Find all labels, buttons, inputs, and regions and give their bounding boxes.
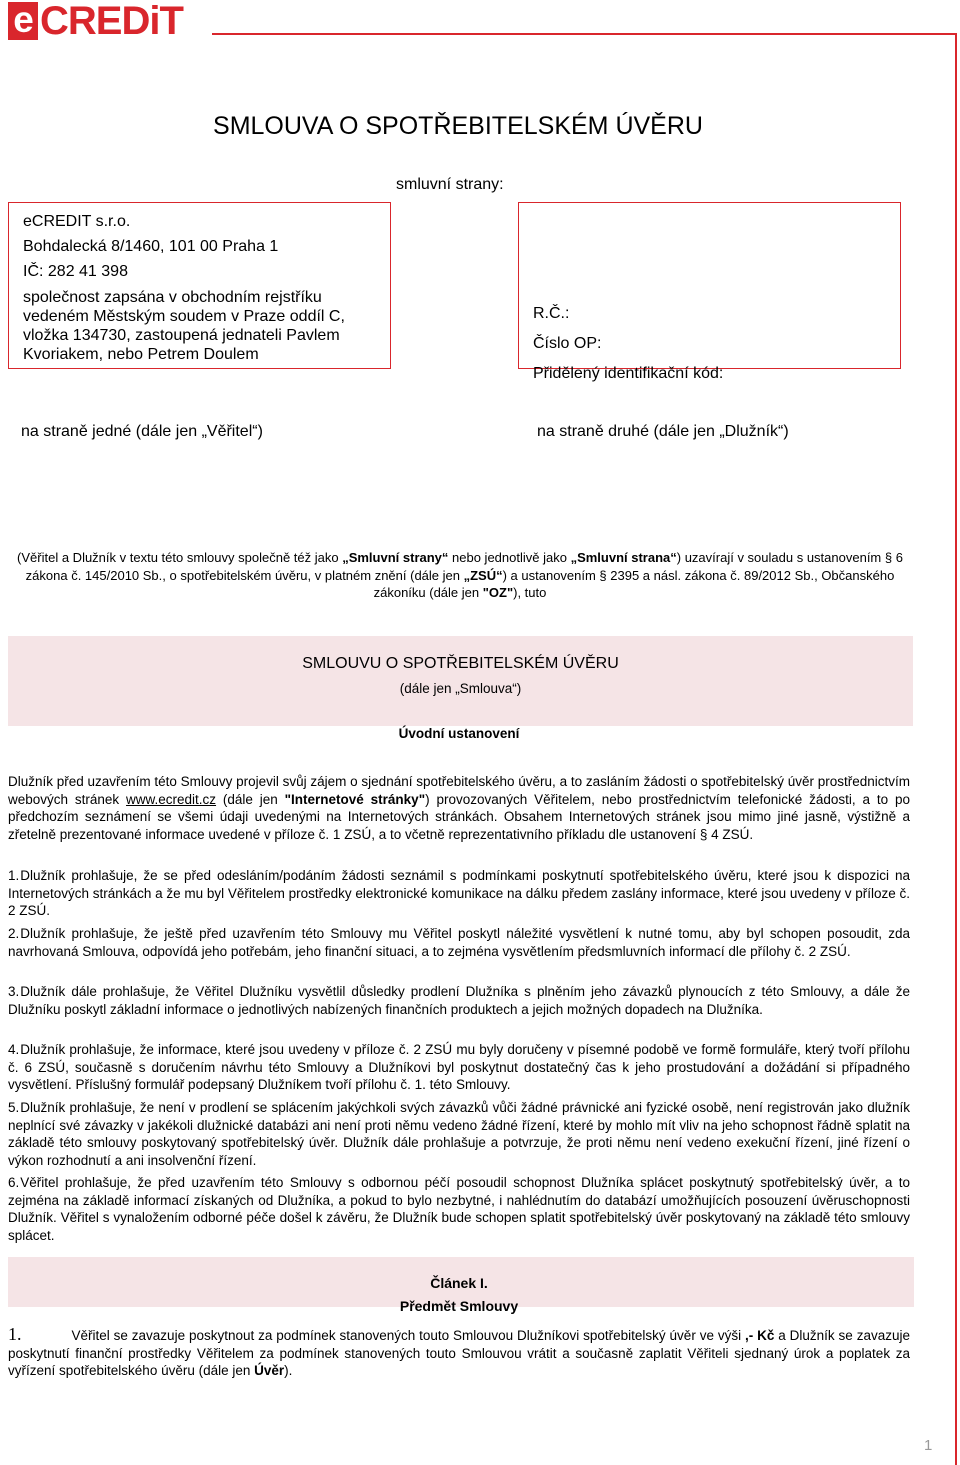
intro-term: „Smluvní strany“ [342,550,449,565]
page-number: 1 [924,1437,933,1454]
article-subtitle: Předmět Smlouvy [399,1298,519,1314]
article-paragraph-number: 1. [8,1324,22,1344]
intro-text: ), tuto [513,585,547,600]
intro-term: „Smluvní strana“ [570,550,677,565]
statement-number: 6. [8,1175,20,1190]
intro-text: (Věřitel a Dlužník v textu této smlouvy společně též jako [17,550,343,565]
debtor-id-card: Číslo OP: [533,335,602,352]
intro-term: "OZ" [482,585,514,600]
statement-text: Dlužník prohlašuje, že není v prodlení se splácením jakýchkoli svých závazků vůči žádné právnické ani fyzické osobě, není registrován jako dlužník neplnící své závazky v jakékoli dlužnické databázi ani není proti němu vedeno žádné řízení, které by mohlo mít vliv na jeho schopnost řádně splatit na základě této smlouvy poskytovaný spotřebitelský úvěr. Dlužník dále prohlašuje a potvrzuje, že proti němu není vedeno exekuční řízení, jiné řízení o výkon rozhodnutí a ani insolvenční řízení. [8,1100,910,1168]
statement-number: 5. [8,1100,20,1115]
contract-title: SMLOUVU O SPOTŘEBITELSKÉM ÚVĚRU [302,655,619,672]
debtor-rc: R.Č.: [533,305,570,322]
intro-text: ) uzavírají v souladu s ustanovením § 6 zákona č. 145/2010 Sb., o spotřebitelském úvěru, v platném znění (dále jen [25,550,903,583]
statement-number: 4. [8,1042,20,1057]
loan-amount: ,- Kč [744,1328,775,1343]
logo-wordmark: CREDiT [40,0,183,43]
website-link[interactable]: www.ecredit.cz [126,791,217,807]
creditor-box [8,202,391,369]
debtor-side-label: na straně druhé (dále jen „Dlužník“) [537,423,789,440]
statement-number: 1. [8,868,20,883]
document-title [0,112,920,141]
statement-item [8,1099,910,1169]
right-margin-rule [955,33,957,1465]
statement-item [8,867,910,920]
intro-text: nebo jednotlivě jako [448,550,571,565]
statement-text: Věřitel prohlašuje, že před uzavřením této Smlouvy s odbornou péčí posoudil schopnost Dlužníka splácet poskytnutý spotřebitelský úvěr, a to zejména na základě informací získaných od Dlužníka, a pokud to bylo nezbytné, i nahlédnutím do databází umožňujících posouzení úvěruschopnosti Dlužník. Věřitel s vynaložením odborné péče došel k závěru, že Dlužník bude schopen splatit spotřebitelský úvěr poskytovaný na základě této smlouvy splácet. [8,1175,910,1243]
header-rule [212,33,957,35]
logo-e-mark: e [8,2,38,40]
article-term: Úvěr [254,1363,285,1378]
article-text: a Dlužník se zavazuje poskytnutí finanční prostředky Věřitelem za podmínek stanovených touto Smlouvou vrátit a současně zaplatit Věřiteli sjednaný úrok a poplatek za vyřízení spotřebitelského úvěru (dále jen [8,1328,910,1378]
section-title-intro: Úvodní ustanovení [398,726,520,741]
document-title-text: SMLOUVA O SPOTŘEBITELSKÉM ÚVĚRU [213,112,703,140]
creditor-registration: společnost zapsána v obchodním rejstříku vedeném Městským soudem v Praze oddíl C, vložka 134730, zastoupená jednateli Pavlem Kvoriakem, nebo Petrem Doulem [23,289,345,363]
lead-term: "Internetové stránky" [284,791,426,807]
statement-item [8,1174,910,1244]
statement-text: Dlužník prohlašuje, že informace, které jsou uvedeny v příloze č. 2 ZSÚ mu byly doručeny v písemné podobě ve formě formuláře, který tvoří přílohu č. 6 ZSÚ, současně s doručením návrhu této Smlouvy a Dlužníkovi byl poskytnut dostatečný čas k jeho prostudování a dožádání si případného vysvětlení. Příslušný formulář podepsaný Dlužníkem tvoří přílohu č. 1. této Smlouvy. [8,1042,910,1092]
article-title: Článek I. [430,1275,488,1291]
intro-term: „ZSÚ“ [463,567,503,583]
lead-text: ) provozovaných Věřitelem, nebo prostřednictvím telefonické žádosti, a to po předchozím seznámení se všemi údaji uvedenými na Internetových stránkách. Obsahem Internetových stránek jsou mimo jiné jasně, výstižně a zřetelně prezentované informace uvedené v příloze č. 1 ZSÚ, a to včetně reprezentativního příkladu dle ustanovení § 4 ZSÚ. [8,791,910,842]
ecredit-logo [8,0,183,43]
contract-heading-band [8,636,913,726]
creditor-side-label: na straně jedné (dále jen „Věřitel“) [21,423,263,440]
intro-paragraph [10,549,910,602]
debtor-box [518,202,901,382]
article-text: ). [284,1363,293,1378]
statement-text: Dlužník prohlašuje, že se před odesláním/podáním žádosti seznámil s podmínkami poskytnutí spotřebitelského úvěru, které jsou k dispozici na Internetových stránkách a že mu byl Věřitelem prostředky elektronické komunikace na dálku předem zaslány informace, které jsou uvedeny v příloze č. 2 ZSÚ. [8,868,910,918]
statement-number: 2. [8,926,20,941]
statement-number: 3. [8,984,20,999]
statement-item [8,983,910,1018]
lead-text: Dlužník před uzavřením této Smlouvy projevil svůj zájem o sjednání spotřebitelského úvěru, a to zasláním žádosti o spotřebitelský úvěr prostřednictvím webových stránek [8,774,910,807]
creditor-name: eCREDIT s.r.o. [23,213,131,230]
parties-label: smluvní strany: [396,176,504,193]
article-text: Věřitel se zavazuje poskytnout za podmínek stanovených touto Smlouvou Dlužníkovi spotřebitelský úvěr ve výši [71,1328,745,1343]
article-paragraph [8,1326,910,1380]
creditor-address: Bohdalecká 8/1460, 101 00 Praha 1 [23,238,279,255]
contract-subtitle: (dále jen „Smlouva“) [399,681,522,696]
statement-text: Dlužník prohlašuje, že ještě před uzavřením této Smlouvy mu Věřitel poskytl náležité vysvětlení k nutné tomu, aby byl schopen posoudit, zda navrhovaná Smlouva, odpovídá jeho potřebám, jeho finanční situaci, a to zejména vysvětlením předsmluvních informací dle přílohy č. 2 ZSÚ. [8,926,910,959]
debtor-ident-code: Přidělený identifikační kód: [533,365,724,382]
intro-text: ) a ustanovením § 2395 a násl. zákona č. 89/2012 Sb., Občanského zákoníku (dále jen [373,567,895,600]
statement-item [8,925,910,960]
statement-text: Dlužník dále prohlašuje, že Věřitel Dlužníku vysvětlil důsledky prodlení Dlužníka s plněním jeho závazků plynoucích z této Smlouvy, a dále že Dlužníku poskytl základní informace o jednotlivých nabízených finančních produktech a jejich možných dopadech na Dlužníka. [8,984,910,1017]
intro-lead-paragraph [8,773,910,843]
lead-text: (dále jen [216,791,285,807]
creditor-ico: IČ: 282 41 398 [23,263,128,280]
statement-item [8,1041,910,1094]
